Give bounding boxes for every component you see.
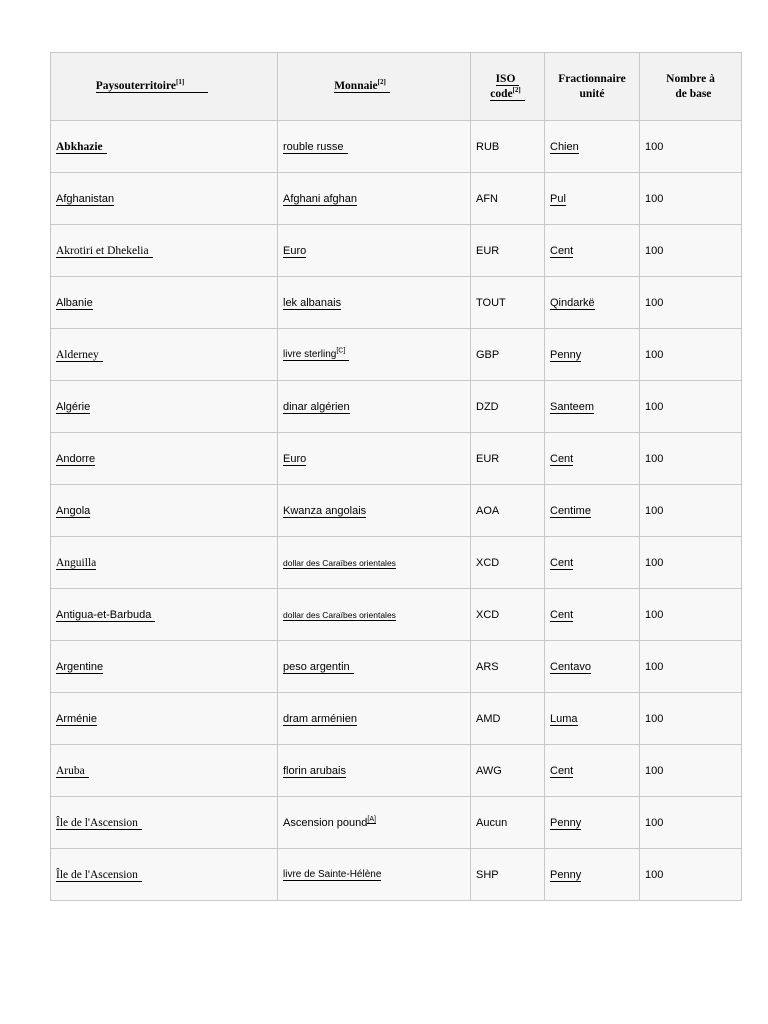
currency-link[interactable]: Euro xyxy=(283,452,307,465)
country-cell[interactable] xyxy=(51,433,278,485)
table-row xyxy=(51,225,742,277)
unit-link[interactable]: Cent xyxy=(550,556,574,569)
currency-cell[interactable] xyxy=(278,537,471,589)
table-row xyxy=(51,485,742,537)
iso-cell: AMD xyxy=(471,693,545,745)
unit-cell[interactable] xyxy=(545,433,640,485)
base-cell: 100 xyxy=(640,485,742,537)
table-row xyxy=(51,641,742,693)
currency-cell[interactable] xyxy=(278,693,471,745)
currency-link[interactable]: rouble russe xyxy=(283,141,348,154)
base-cell: 100 xyxy=(640,277,742,329)
unit-cell[interactable] xyxy=(545,589,640,641)
base-cell: 100 xyxy=(640,225,742,277)
country-link[interactable]: Aruba xyxy=(56,765,89,778)
currency-cell[interactable] xyxy=(278,745,471,797)
unit-cell[interactable] xyxy=(545,849,640,901)
iso-cell: AWG xyxy=(471,745,545,797)
base-cell: 100 xyxy=(640,745,742,797)
currency-cell[interactable] xyxy=(278,485,471,537)
currency-cell[interactable] xyxy=(278,121,471,173)
base-cell: 100 xyxy=(640,849,742,901)
base-cell: 100 xyxy=(640,537,742,589)
country-link[interactable]: Albanie xyxy=(56,296,93,309)
base-cell: 100 xyxy=(640,589,742,641)
country-cell[interactable] xyxy=(51,537,278,589)
country-cell[interactable] xyxy=(51,329,278,381)
unit-link[interactable]: Cent xyxy=(550,608,574,621)
unit-cell[interactable] xyxy=(545,745,640,797)
currency-link[interactable]: livre sterling[C] xyxy=(283,348,349,361)
currency-cell[interactable] xyxy=(278,641,471,693)
iso-cell: GBP xyxy=(471,329,545,381)
iso-cell: SHP xyxy=(471,849,545,901)
currency-cell[interactable] xyxy=(278,433,471,485)
currency-link[interactable]: dinar algérien xyxy=(283,400,350,413)
base-cell: 100 xyxy=(640,797,742,849)
unit-cell[interactable] xyxy=(545,173,640,225)
currency-link[interactable]: dram arménien xyxy=(283,712,357,725)
country-link[interactable]: Antigua-et-Barbuda xyxy=(56,609,155,622)
currency-link[interactable]: florin arubais xyxy=(283,764,346,777)
unit-cell[interactable] xyxy=(545,329,640,381)
country-cell[interactable] xyxy=(51,381,278,433)
base-cell: 100 xyxy=(640,641,742,693)
header-base-number: Nombre à de base xyxy=(640,53,742,121)
iso-cell: XCD xyxy=(471,537,545,589)
country-cell[interactable] xyxy=(51,277,278,329)
country-cell[interactable] xyxy=(51,693,278,745)
base-cell: 100 xyxy=(640,693,742,745)
unit-cell[interactable] xyxy=(545,225,640,277)
iso-cell: AFN xyxy=(471,173,545,225)
currency-cell[interactable] xyxy=(278,849,471,901)
iso-cell: TOUT xyxy=(471,277,545,329)
unit-link[interactable]: Qindarkë xyxy=(550,296,595,309)
iso-cell: ARS xyxy=(471,641,545,693)
table-row xyxy=(51,797,742,849)
base-cell: 100 xyxy=(640,433,742,485)
table-row xyxy=(51,433,742,485)
currency-cell[interactable] xyxy=(278,173,471,225)
currency-link[interactable]: livre de Sainte-Hélène xyxy=(283,869,382,880)
country-cell[interactable] xyxy=(51,225,278,277)
unit-link[interactable]: Pul xyxy=(550,192,566,205)
currency-link[interactable]: lek albanais xyxy=(283,296,342,309)
unit-link[interactable]: Penny xyxy=(550,816,582,829)
country-link[interactable]: Alderney xyxy=(56,349,103,362)
unit-link[interactable]: Cent xyxy=(550,244,574,257)
country-cell[interactable] xyxy=(51,485,278,537)
country-link[interactable]: Argentine xyxy=(56,660,104,673)
unit-cell[interactable] xyxy=(545,797,640,849)
table-header-row xyxy=(51,53,742,121)
currency-cell[interactable] xyxy=(278,277,471,329)
header-fractional-unit: Fractionnaire unité xyxy=(545,53,640,121)
currency-cell[interactable] xyxy=(278,381,471,433)
currency-link[interactable]: Kwanza angolais xyxy=(283,504,367,517)
unit-cell[interactable] xyxy=(545,121,640,173)
iso-cell: DZD xyxy=(471,381,545,433)
country-link[interactable]: Andorre xyxy=(56,452,96,465)
table-row xyxy=(51,849,742,901)
table-row xyxy=(51,693,742,745)
unit-link[interactable]: Cent xyxy=(550,764,574,777)
iso-cell: Aucun xyxy=(471,797,545,849)
unit-link[interactable]: Luma xyxy=(550,712,578,725)
currency-cell[interactable] xyxy=(278,225,471,277)
unit-cell[interactable] xyxy=(545,381,640,433)
table-row xyxy=(51,173,742,225)
unit-link[interactable]: Centime xyxy=(550,504,591,517)
currency-cell[interactable] xyxy=(278,329,471,381)
table-row xyxy=(51,537,742,589)
header-currency[interactable]: Monnaie[2] xyxy=(278,53,471,121)
currency-link[interactable]: Afghani afghan xyxy=(283,192,358,205)
country-link[interactable]: Anguilla xyxy=(56,556,97,569)
unit-cell[interactable] xyxy=(545,277,640,329)
currency-link[interactable]: dollar des Caraïbes orientales xyxy=(283,557,396,568)
country-link[interactable]: Algérie xyxy=(56,400,91,413)
table-row xyxy=(51,277,742,329)
base-cell: 100 xyxy=(640,121,742,173)
country-cell[interactable] xyxy=(51,745,278,797)
currency-link[interactable]: Euro xyxy=(283,244,307,257)
country-cell[interactable] xyxy=(51,797,278,849)
table-row xyxy=(51,329,742,381)
country-link[interactable]: Île de l'Ascension xyxy=(56,817,142,830)
currency-cell[interactable] xyxy=(278,589,471,641)
iso-cell: RUB xyxy=(471,121,545,173)
currency-link[interactable]: peso argentin xyxy=(283,661,354,674)
table-row xyxy=(51,381,742,433)
country-link[interactable]: Arménie xyxy=(56,712,97,725)
unit-link[interactable]: Chien xyxy=(550,140,579,153)
currency-table xyxy=(50,52,742,901)
country-cell[interactable] xyxy=(51,173,278,225)
unit-cell[interactable] xyxy=(545,641,640,693)
country-link[interactable]: Angola xyxy=(56,504,91,517)
country-cell[interactable] xyxy=(51,641,278,693)
currency-link[interactable]: dollar des Caraïbes orientales xyxy=(283,609,396,620)
country-cell[interactable] xyxy=(51,589,278,641)
unit-link[interactable]: Penny xyxy=(550,868,582,881)
unit-link[interactable]: Santeem xyxy=(550,400,595,413)
country-link[interactable]: Île de l'Ascension xyxy=(56,869,142,882)
unit-link[interactable]: Cent xyxy=(550,452,574,465)
currency-cell xyxy=(278,797,471,849)
unit-cell[interactable] xyxy=(545,537,640,589)
country-link[interactable]: Abkhazie xyxy=(56,141,107,154)
iso-cell: EUR xyxy=(471,433,545,485)
base-cell: 100 xyxy=(640,173,742,225)
unit-link[interactable]: Penny xyxy=(550,348,582,361)
unit-link[interactable]: Centavo xyxy=(550,660,591,673)
table-row xyxy=(51,121,742,173)
country-cell[interactable] xyxy=(51,849,278,901)
unit-cell[interactable] xyxy=(545,485,640,537)
iso-cell: AOA xyxy=(471,485,545,537)
currency-text: Ascension pound xyxy=(283,816,368,829)
iso-cell: EUR xyxy=(471,225,545,277)
header-iso-code[interactable]: ISO code[2] xyxy=(471,53,545,121)
header-country[interactable]: Paysouterritoire[1] xyxy=(51,53,278,121)
country-cell[interactable] xyxy=(51,121,278,173)
base-cell: 100 xyxy=(640,329,742,381)
table-row xyxy=(51,589,742,641)
unit-cell[interactable] xyxy=(545,693,640,745)
iso-cell: XCD xyxy=(471,589,545,641)
country-link[interactable]: Afghanistan xyxy=(56,192,115,205)
footnote-marker[interactable]: [A] xyxy=(367,815,376,823)
country-link[interactable]: Akrotiri et Dhekelia xyxy=(56,245,153,258)
base-cell: 100 xyxy=(640,381,742,433)
table-row xyxy=(51,745,742,797)
